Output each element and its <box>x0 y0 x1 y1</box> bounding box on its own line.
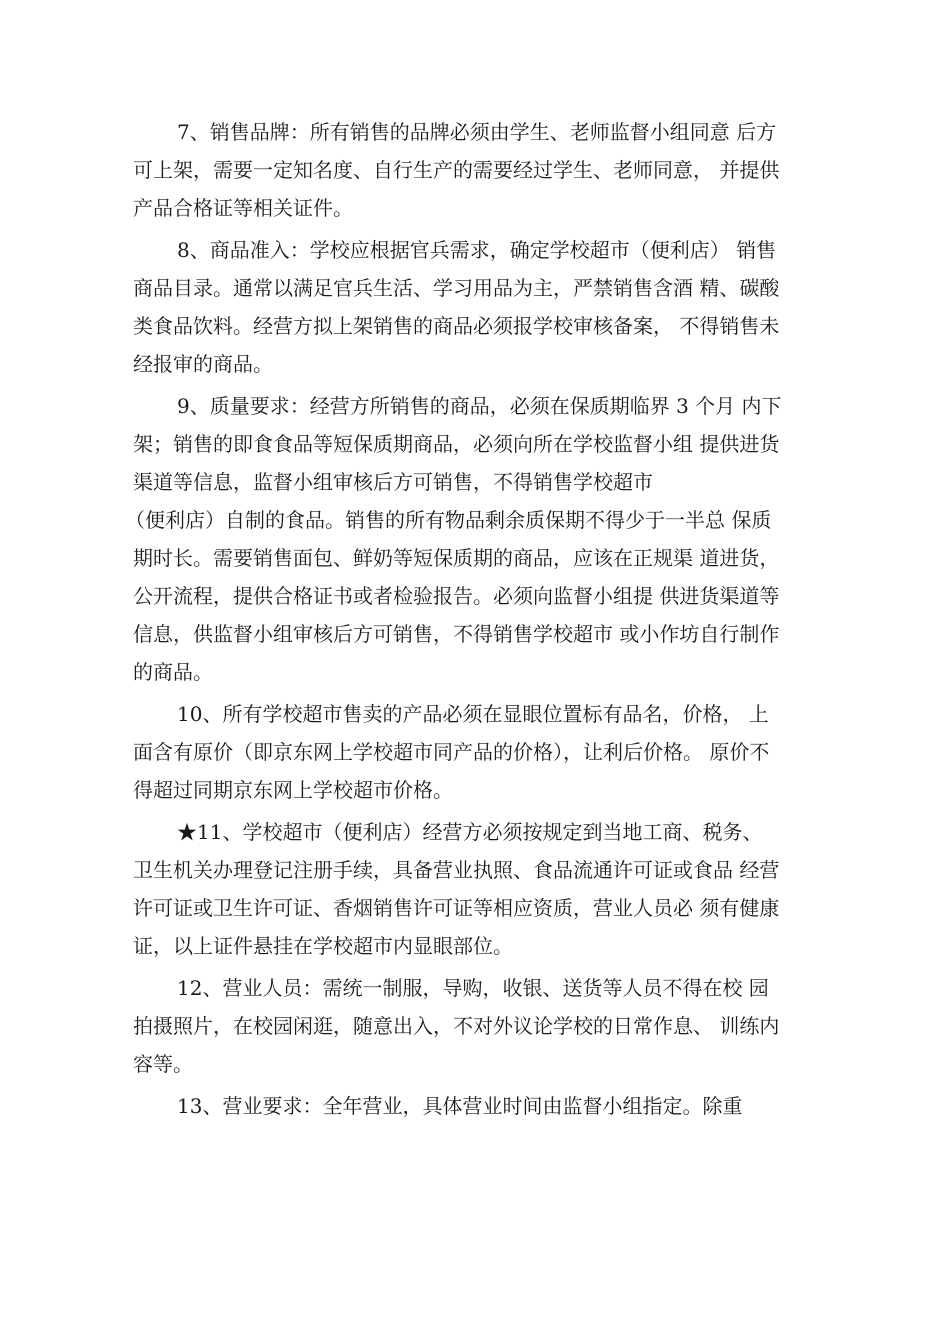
document-page <box>125 113 827 1125</box>
clause-9-line-1: 9、质量要求：经营方所销售的商品，必须在保质期临界 3 个月 内下 <box>177 394 782 418</box>
clause-7 <box>133 113 827 227</box>
clause-13 <box>133 1087 827 1125</box>
clause-11-line-2: 卫生机关办理登记注册手续，具备营业执照、食品流通许可证或食品 经营 <box>133 858 780 882</box>
clause-8 <box>133 231 827 383</box>
clause-12 <box>133 969 827 1083</box>
clause-8-line-4: 经报审的商品。 <box>133 352 273 376</box>
clause-11-line-3: 许可证或卫生许可证、香烟销售许可证等相应资质，营业人员必 须有健康 <box>133 896 780 920</box>
clause-11-line-1: ★11、学校超市（便利店）经营方必须按规定到当地工商、税务、 <box>177 820 763 844</box>
clause-12-line-2: 拍摄照片，在校园闲逛，随意出入，不对外议论学校的日常作息、 训练内 <box>133 1014 780 1038</box>
clause-8-line-3: 类食品饮料。经营方拟上架销售的商品必须报学校审核备案， 不得销售未 <box>133 314 780 338</box>
clause-8-line-1: 8、商品准入：学校应根据官兵需求，确定学校超市（便利店） 销售 <box>177 238 777 262</box>
clause-9-line-4: （便利店）自制的食品。销售的所有物品剩余质保期不得少于一半总 保质 <box>125 508 772 532</box>
clause-9-line-2: 架；销售的即食食品等短保质期商品，必须向所在学校监督小组 提供进货 <box>133 432 780 456</box>
clause-9-line-6: 公开流程，提供合格证书或者检验报告。必须向监督小组提 供进货渠道等 <box>133 584 780 608</box>
clause-7-line-3: 产品合格证等相关证件。 <box>133 196 353 220</box>
clause-13-line-1: 13、营业要求：全年营业，具体营业时间由监督小组指定。除重 <box>177 1094 743 1118</box>
clause-9-line-5: 期时长。需要销售面包、鲜奶等短保质期的商品，应该在正规渠 道进货， <box>133 546 780 570</box>
clause-7-line-1: 7、销售品牌：所有销售的品牌必须由学生、老师监督小组同意 后方 <box>177 120 777 144</box>
clause-8-line-2: 商品目录。通常以满足官兵生活、学习用品为主，严禁销售含酒 精、碳酸 <box>133 276 780 300</box>
clause-11-line-4: 证，以上证件悬挂在学校超市内显眼部位。 <box>133 934 513 958</box>
clause-7-line-2: 可上架，需要一定知名度、自行生产的需要经过学生、老师同意， 并提供 <box>133 158 780 182</box>
clause-11 <box>133 813 827 965</box>
clause-9 <box>125 387 827 691</box>
clause-10 <box>133 695 827 809</box>
clause-10-line-1: 10、所有学校超市售卖的产品必须在显眼位置标有品名，价格， 上 <box>177 702 769 726</box>
clause-9-line-8: 的商品。 <box>133 660 213 684</box>
clause-12-line-3: 容等。 <box>133 1052 193 1076</box>
clause-9-line-7: 信息，供监督小组审核后方可销售，不得销售学校超市 或小作坊自行制作 <box>133 622 780 646</box>
clause-10-line-3: 得超过同期京东网上学校超市价格。 <box>133 778 453 802</box>
clause-9-line-3: 渠道等信息，监督小组审核后方可销售，不得销售学校超市 <box>133 470 653 494</box>
clause-12-line-1: 12、营业人员：需统一制服，导购，收银、送货等人员不得在校 园 <box>177 976 769 1000</box>
clause-10-line-2: 面含有原价（即京东网上学校超市同产品的价格），让利后价格。 原价不 <box>133 740 770 764</box>
